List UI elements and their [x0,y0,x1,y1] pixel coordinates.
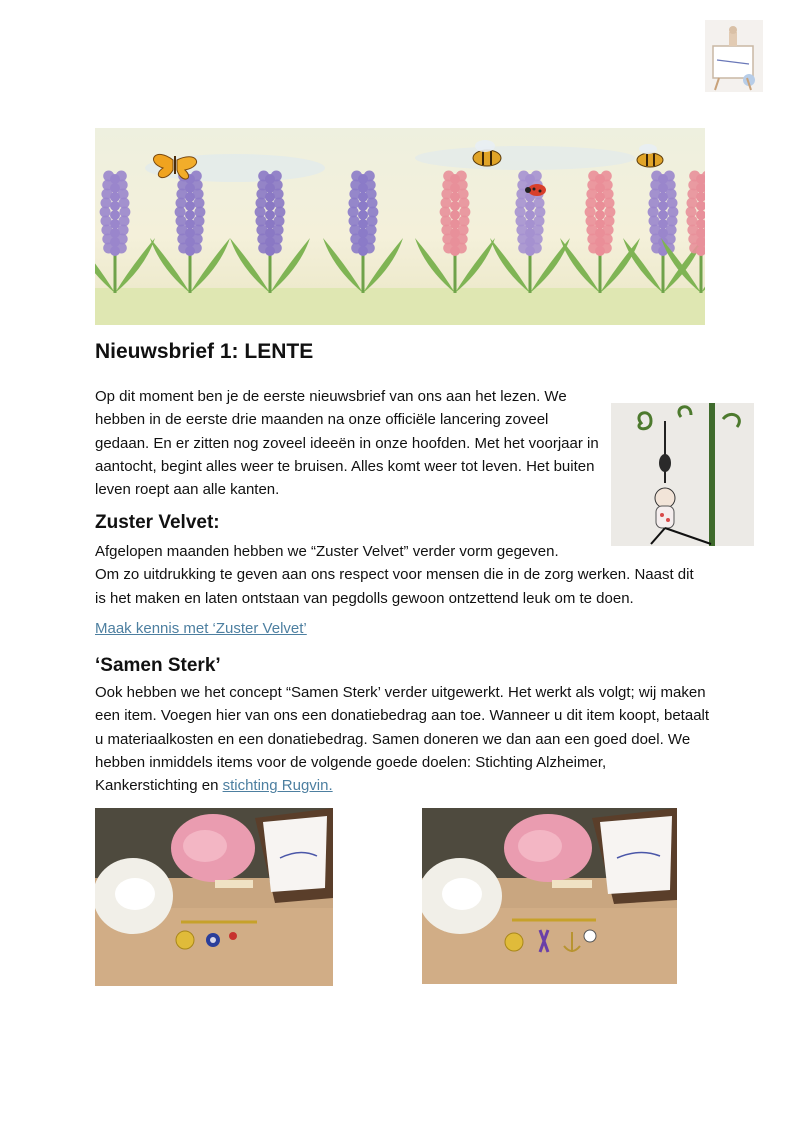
zuster-velvet-link[interactable]: Maak kennis met ‘Zuster Velvet’ [95,620,307,637]
zuster-velvet-line-2: Om zo uitdrukking te geven aan ons respect voor mensen die in de zorg werken. Naast dit is het maken en laten ontstaan van pegdolls gewoon ontzettend leuk om te doen. [95,566,694,607]
section-heading-zuster-velvet: Zuster Velvet: [95,512,220,533]
spring-banner-illustration [95,128,705,325]
zuster-velvet-line-1: Afgelopen maanden hebben we “Zuster Velvet” verder vorm gegeven. [95,543,559,560]
stichting-rugvin-link[interactable]: stichting Rugvin. [222,777,333,795]
samen-sterk-paragraph [95,681,710,797]
intro-paragraph: Op dit moment ben je de eerste nieuwsbrief van ons aan het lezen. We hebben in de eerste drie maanden na onze officiële lancering zoveel gedaan. En er zitten nog zoveel ideeën in onze hoofden. Met het voorjaar in aantocht, begint alles weer te bruisen. Alles komt weer tot leven. Het buiten leven roept aan alle kanten. [95,388,599,499]
section-heading-samen-sterk: ‘Samen Sterk’ [95,655,221,676]
pegdoll-photo [611,403,754,546]
samen-sterk-body: Ook hebben we het concept “Samen Sterk’ verder uitgewerkt. Het werkt als volgt; wij maken een item. Voegen hier van ons een donatiebedrag aan toe. Wanneer u dit item koopt, betaalt u materiaalkosten en een donatiebedrag. Samen doneren we dan aan een goed doel. We hebben inmiddels items voor de volgende goede doelen: Stichting Alzheimer, Kankerstichting en [95,684,710,795]
page-title: Nieuwsbrief 1: LENTE [95,340,314,363]
brooch-photo-alzheimer [95,808,333,986]
zuster-velvet-text [95,540,705,610]
brooch-photo-kankerstichting [422,808,677,984]
brand-logo [705,20,763,92]
